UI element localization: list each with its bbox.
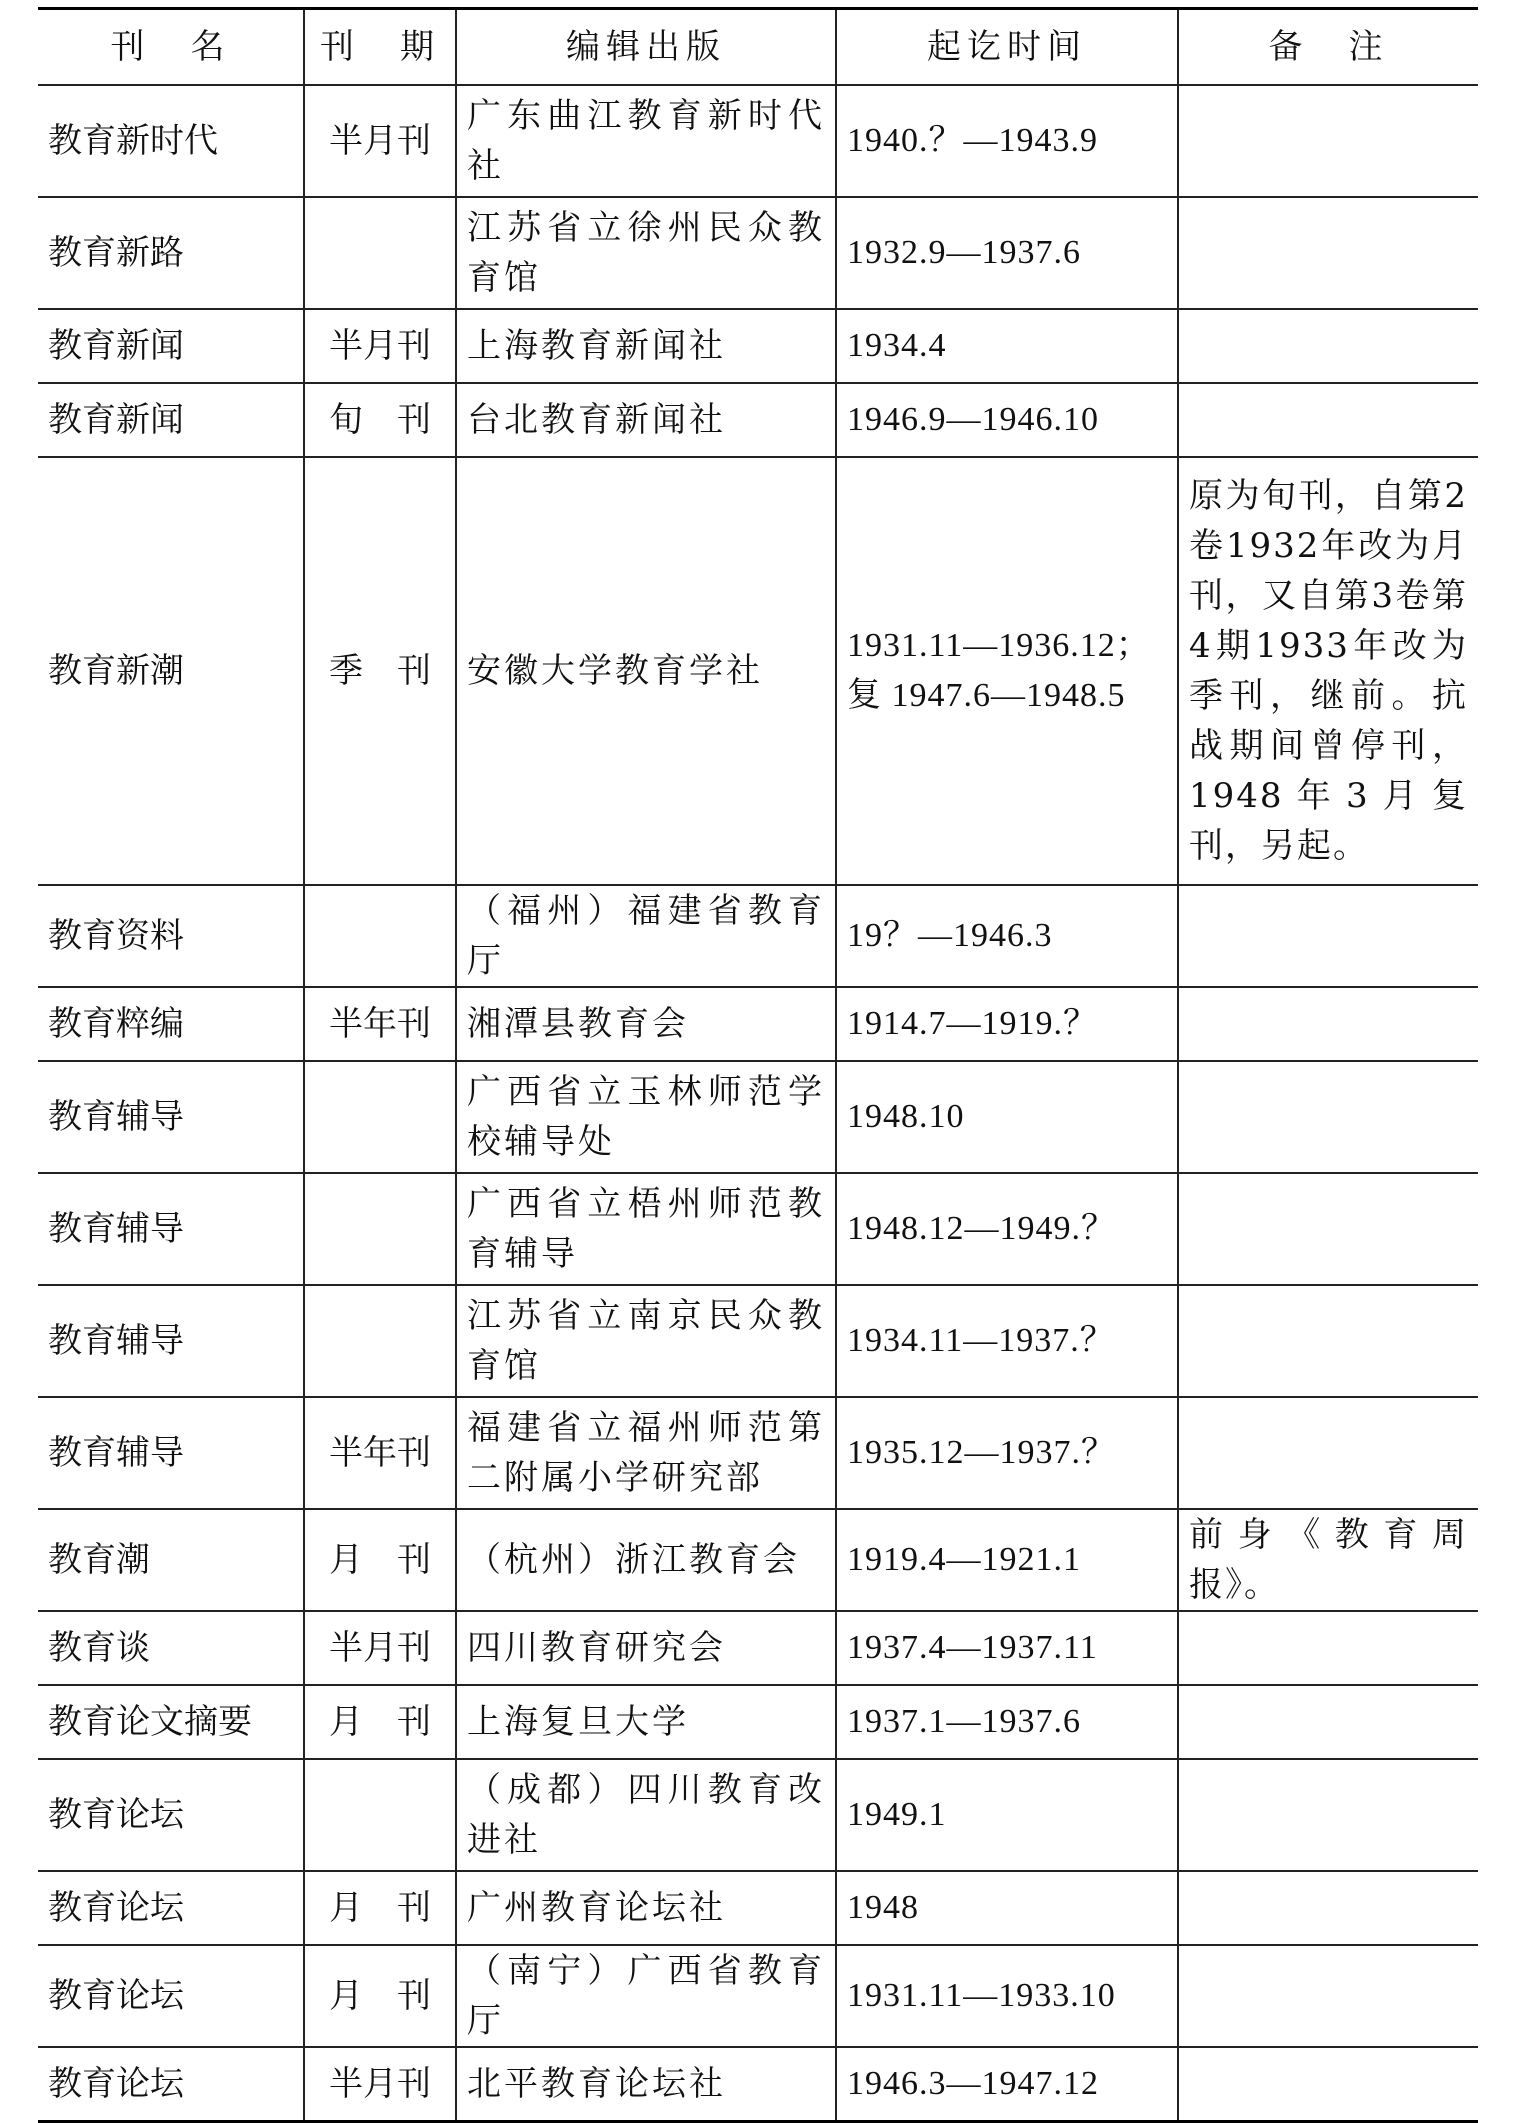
- table-row: [38, 1285, 1478, 1397]
- table-row: [38, 1061, 1478, 1173]
- cell-period: 半月刊: [304, 309, 456, 383]
- cell-publisher: 广西省立梧州师范教育辅导: [456, 1173, 836, 1285]
- cell-notes: [1178, 197, 1478, 309]
- cell-period: 旬 刊: [304, 383, 456, 457]
- cell-title: 教育谈: [38, 1611, 304, 1685]
- cell-dates: 1937.4—1937.11: [836, 1611, 1178, 1685]
- cell-dates: 1948.12—1949.？: [836, 1173, 1178, 1285]
- cell-dates: 1934.11—1937.？: [836, 1285, 1178, 1397]
- cell-dates: 19？—1946.3: [836, 885, 1178, 987]
- cell-period: [304, 1759, 456, 1871]
- cell-notes: 原为旬刊，自第2卷1932年改为月刊，又自第3卷第4期1933年改为季刊，继前。抗战期间曾停刊，1948年3月复刊，另起。: [1178, 457, 1478, 885]
- header-row: [38, 9, 1478, 86]
- cell-publisher: 江苏省立南京民众教育馆: [456, 1285, 836, 1397]
- cell-publisher: 北平教育论坛社: [456, 2047, 836, 2121]
- cell-notes: [1178, 1173, 1478, 1285]
- cell-period: 半月刊: [304, 2047, 456, 2121]
- cell-publisher: 上海复旦大学: [456, 1685, 836, 1759]
- cell-title: 教育论坛: [38, 1871, 304, 1945]
- cell-publisher: 广州教育论坛社: [456, 1871, 836, 1945]
- table-row: [38, 1759, 1478, 1871]
- table-body: [38, 85, 1478, 2121]
- table-header: [38, 9, 1478, 86]
- cell-title: 教育资料: [38, 885, 304, 987]
- table-row: [38, 1611, 1478, 1685]
- table-row: [38, 2047, 1478, 2121]
- cell-period: 月 刊: [304, 1945, 456, 2047]
- cell-notes: 前身《教育周报》。: [1178, 1509, 1478, 1611]
- cell-title: 教育粹编: [38, 987, 304, 1061]
- table-row: [38, 197, 1478, 309]
- cell-notes: [1178, 1685, 1478, 1759]
- cell-period: [304, 1061, 456, 1173]
- table-row: [38, 457, 1478, 885]
- cell-title: 教育论坛: [38, 2047, 304, 2121]
- table-row: [38, 383, 1478, 457]
- cell-dates: 1946.3—1947.12: [836, 2047, 1178, 2121]
- cell-notes: [1178, 85, 1478, 197]
- cell-notes: [1178, 885, 1478, 987]
- cell-title: 教育新潮: [38, 457, 304, 885]
- cell-notes: [1178, 309, 1478, 383]
- cell-title: 教育论坛: [38, 1945, 304, 2047]
- cell-notes: [1178, 987, 1478, 1061]
- cell-title: 教育论坛: [38, 1759, 304, 1871]
- cell-notes: [1178, 1285, 1478, 1397]
- periodical-table: [38, 7, 1478, 2123]
- header-dates: 起讫时间: [836, 9, 1178, 86]
- cell-title: 教育新闻: [38, 383, 304, 457]
- cell-period: 半月刊: [304, 1611, 456, 1685]
- header-period: 刊 期: [304, 9, 456, 86]
- cell-title: 教育辅导: [38, 1285, 304, 1397]
- cell-period: 月 刊: [304, 1509, 456, 1611]
- cell-notes: [1178, 383, 1478, 457]
- cell-publisher: （福州）福建省教育厅: [456, 885, 836, 987]
- cell-dates: 1937.1—1937.6: [836, 1685, 1178, 1759]
- cell-notes: [1178, 1061, 1478, 1173]
- cell-period: 月 刊: [304, 1871, 456, 1945]
- cell-dates: 1919.4—1921.1: [836, 1509, 1178, 1611]
- cell-period: 半年刊: [304, 987, 456, 1061]
- cell-period: [304, 1285, 456, 1397]
- cell-dates: 1931.11—1933.10: [836, 1945, 1178, 2047]
- cell-period: 月 刊: [304, 1685, 456, 1759]
- cell-title: 教育辅导: [38, 1397, 304, 1509]
- cell-title: 教育新闻: [38, 309, 304, 383]
- cell-dates: 1914.7—1919.？: [836, 987, 1178, 1061]
- cell-notes: [1178, 1611, 1478, 1685]
- table-row: [38, 85, 1478, 197]
- cell-publisher: 安徽大学教育学社: [456, 457, 836, 885]
- table-row: [38, 1509, 1478, 1611]
- cell-publisher: 台北教育新闻社: [456, 383, 836, 457]
- cell-publisher: 上海教育新闻社: [456, 309, 836, 383]
- header-title: 刊 名: [110, 27, 231, 67]
- cell-period: [304, 197, 456, 309]
- cell-notes: [1178, 1871, 1478, 1945]
- cell-dates: 1949.1: [836, 1759, 1178, 1871]
- cell-title: 教育论文摘要: [38, 1685, 304, 1759]
- cell-notes: [1178, 1759, 1478, 1871]
- table-row: [38, 885, 1478, 987]
- cell-title: 教育潮: [38, 1509, 304, 1611]
- cell-dates: 1934.4: [836, 309, 1178, 383]
- cell-notes: [1178, 2047, 1478, 2121]
- cell-period: [304, 1173, 456, 1285]
- cell-dates: 1935.12—1937.？: [836, 1397, 1178, 1509]
- cell-publisher: （杭州）浙江教育会: [456, 1509, 836, 1611]
- table-row: [38, 1397, 1478, 1509]
- cell-title: 教育新路: [38, 197, 304, 309]
- table-row: [38, 1871, 1478, 1945]
- cell-publisher: 湘潭县教育会: [456, 987, 836, 1061]
- cell-publisher: 福建省立福州师范第二附属小学研究部: [456, 1397, 836, 1509]
- cell-period: 季 刊: [304, 457, 456, 885]
- cell-publisher: 四川教育研究会: [456, 1611, 836, 1685]
- header-notes: 备 注: [1178, 9, 1478, 86]
- cell-notes: [1178, 1397, 1478, 1509]
- cell-period: 半年刊: [304, 1397, 456, 1509]
- cell-dates: 1932.9—1937.6: [836, 197, 1178, 309]
- cell-notes: [1178, 1945, 1478, 2047]
- cell-period: [304, 885, 456, 987]
- cell-publisher: 广东曲江教育新时代社: [456, 85, 836, 197]
- table-row: [38, 987, 1478, 1061]
- cell-dates: 1940.？—1943.9: [836, 85, 1178, 197]
- table-row: [38, 309, 1478, 383]
- header-publisher: 编辑出版: [456, 9, 836, 86]
- cell-publisher: （成都）四川教育改进社: [456, 1759, 836, 1871]
- cell-publisher: 江苏省立徐州民众教育馆: [456, 197, 836, 309]
- cell-dates: 1946.9—1946.10: [836, 383, 1178, 457]
- table-row: [38, 1173, 1478, 1285]
- cell-dates: 1948.10: [836, 1061, 1178, 1173]
- table-row: [38, 1685, 1478, 1759]
- table-row: [38, 1945, 1478, 2047]
- cell-period: 半月刊: [304, 85, 456, 197]
- cell-title: 教育新时代: [38, 85, 304, 197]
- cell-publisher: 广西省立玉林师范学校辅导处: [456, 1061, 836, 1173]
- cell-publisher: （南宁）广西省教育厅: [456, 1945, 836, 2047]
- cell-title: 教育辅导: [38, 1061, 304, 1173]
- cell-dates: 1931.11—1936.12； 复 1947.6—1948.5: [836, 457, 1178, 885]
- cell-title: 教育辅导: [38, 1173, 304, 1285]
- cell-dates: 1948: [836, 1871, 1178, 1945]
